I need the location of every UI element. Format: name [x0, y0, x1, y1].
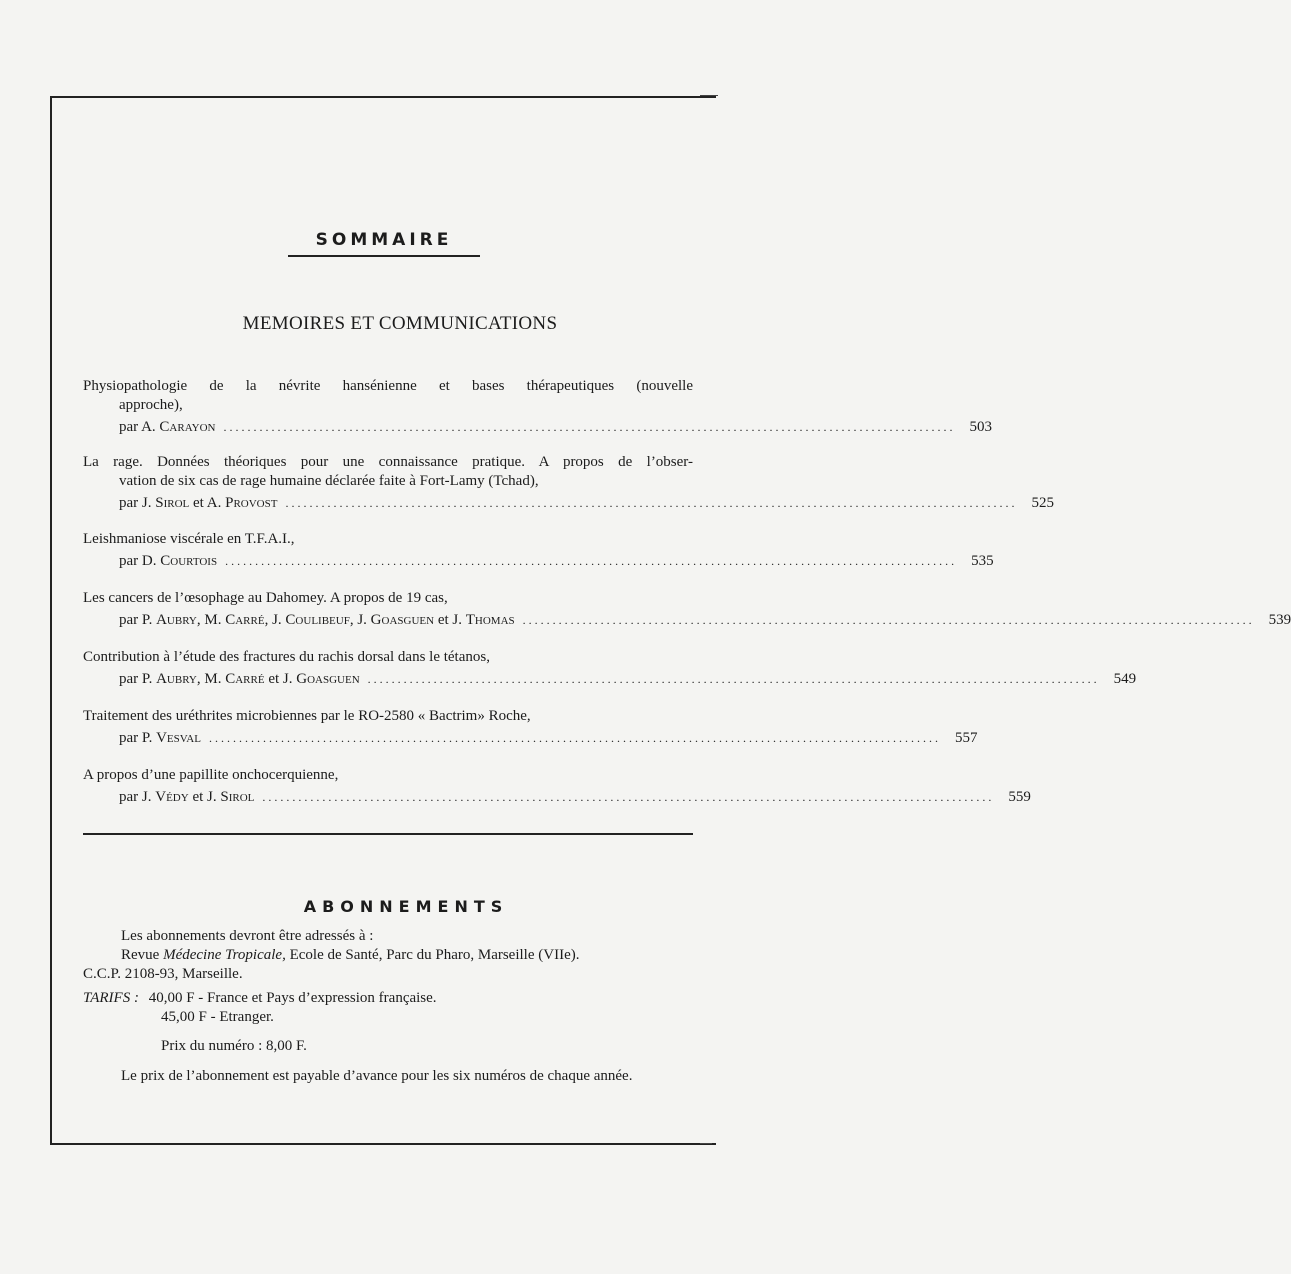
tarif-etranger: 45,00 F - Etranger. — [161, 1009, 274, 1025]
toc-entry — [83, 453, 1054, 513]
author-name: Aubry — [156, 671, 197, 687]
toc-entry — [83, 530, 994, 571]
section-divider — [83, 833, 693, 835]
sommaire-heading: SOMMAIRE — [315, 230, 453, 250]
author-name: Aubry — [156, 612, 197, 628]
entry-authors — [83, 670, 1137, 689]
tarifs-block — [83, 989, 695, 1027]
toc-entry — [83, 589, 1291, 630]
entry-title: Traitement des uréthrites microbiennes par le RO-2580 « Bactrim» Roche, — [83, 708, 531, 724]
abonnements-address: Revue Médecine Tropicale, Ecole de Santé, Parc du Pharo, Marseille (VIIe). — [121, 947, 580, 963]
toc-entry — [83, 766, 1031, 807]
tarifs-label: TARIFS : — [83, 990, 139, 1006]
author-name: Thomas — [465, 612, 515, 628]
entry-title-cont: vation de six cas de rage humaine déclarée faite à Fort-Lamy (Tchad), — [119, 473, 539, 489]
leader-dots: .......................................................................................................................... — [223, 420, 956, 434]
prix-line — [83, 1037, 695, 1056]
entry-authors — [83, 552, 994, 571]
conj-text: et J. — [268, 671, 293, 687]
abonnements-block — [83, 927, 695, 984]
tarif-line-1 — [83, 989, 695, 1008]
author-name: Sirol — [155, 495, 190, 511]
page-number: 503 — [969, 419, 992, 435]
page-number: 559 — [1008, 789, 1031, 805]
entry-title: Contribution à l’étude des fractures du rachis dorsal dans le tétanos, — [83, 649, 490, 665]
prix-numero: Prix du numéro : 8,00 F. — [161, 1038, 307, 1054]
author-name: Vesval — [156, 730, 201, 746]
author-name: Carré — [225, 671, 265, 687]
entry-title: Physiopathologie de la névrite hansénienne et bases thérapeutiques (nouvelle — [83, 378, 693, 394]
section-title: MEMOIRES ET COMMUNICATIONS — [242, 313, 558, 334]
par-text: par J. — [119, 789, 152, 805]
entry-title: Les cancers de l’œsophage au Dahomey. A propos de 19 cas, — [83, 590, 448, 606]
author-name: Goasguen — [370, 612, 435, 628]
page-number: 539 — [1268, 612, 1291, 628]
entry-title-cont: approche), — [119, 397, 183, 413]
author-name: Carayon — [159, 419, 216, 435]
page-number: 549 — [1113, 671, 1137, 687]
tarif-france: 40,00 F - France et Pays d’expression française. — [148, 990, 437, 1006]
par-text: par J. — [119, 495, 152, 511]
author-name: Coulibeuf — [285, 612, 350, 628]
author-name: Védy — [155, 789, 189, 805]
entry-authors — [83, 788, 1031, 807]
abonnement-note: Le prix de l’abonnement est payable d’avance pour les six numéros de chaque année. — [121, 1068, 633, 1084]
author-name: Goasguen — [296, 671, 360, 687]
author-name: Sirol — [220, 789, 255, 805]
toc-entry — [83, 377, 992, 437]
leader-dots: .......................................................................................................................... — [285, 496, 1018, 510]
abonnements-intro: Les abonnements devront être adressés à : — [121, 928, 374, 944]
heading-underline — [288, 255, 480, 257]
entry-authors — [83, 611, 1291, 630]
conj-text: et A. — [193, 495, 222, 511]
leader-dots: .......................................................................................................................... — [367, 672, 1100, 686]
author-name: Provost — [225, 495, 278, 511]
entry-authors — [83, 418, 992, 437]
abonnements-ccp: C.C.P. 2108-93, Marseille. — [83, 966, 243, 982]
leader-dots: .......................................................................................................................... — [225, 554, 958, 568]
separator-text: , M. — [196, 671, 222, 687]
entry-title: A propos d’une papillite onchocerquienne, — [83, 767, 339, 783]
page-number: 525 — [1031, 495, 1054, 511]
toc-entry — [83, 707, 978, 748]
conj-text: et J. — [192, 789, 217, 805]
author-name: Carré — [225, 612, 265, 628]
par-text: par D. — [119, 553, 157, 569]
author-name: Courtois — [160, 553, 218, 569]
entry-authors — [83, 494, 1054, 513]
frame-edge — [700, 1143, 712, 1144]
entry-title: La rage. Données théoriques pour une connaissance pratique. A propos de l’obser- — [83, 454, 693, 470]
frame-edge — [700, 95, 718, 96]
par-text: par P. — [119, 612, 153, 628]
leader-dots: .......................................................................................................................... — [208, 731, 941, 745]
leader-dots: .......................................................................................................................... — [262, 790, 995, 804]
leader-dots: .......................................................................................................................... — [522, 613, 1255, 627]
page-number: 535 — [971, 553, 994, 569]
entry-authors — [83, 729, 978, 748]
toc-entry — [83, 648, 1137, 689]
separator-text: , M. — [196, 612, 222, 628]
par-text: par A. — [119, 419, 156, 435]
entry-title: Leishmaniose viscérale en T.F.A.I., — [83, 531, 295, 547]
par-text: par P. — [119, 730, 153, 746]
abonnements-heading: ABONNEMENTS — [303, 897, 509, 916]
conj-text: et J. — [437, 612, 462, 628]
separator-text: , J. — [349, 612, 367, 628]
separator-text: , J. — [264, 612, 282, 628]
par-text: par P. — [119, 671, 153, 687]
page-number: 557 — [954, 730, 978, 746]
journal-name: Médecine Tropicale, — [163, 947, 286, 963]
